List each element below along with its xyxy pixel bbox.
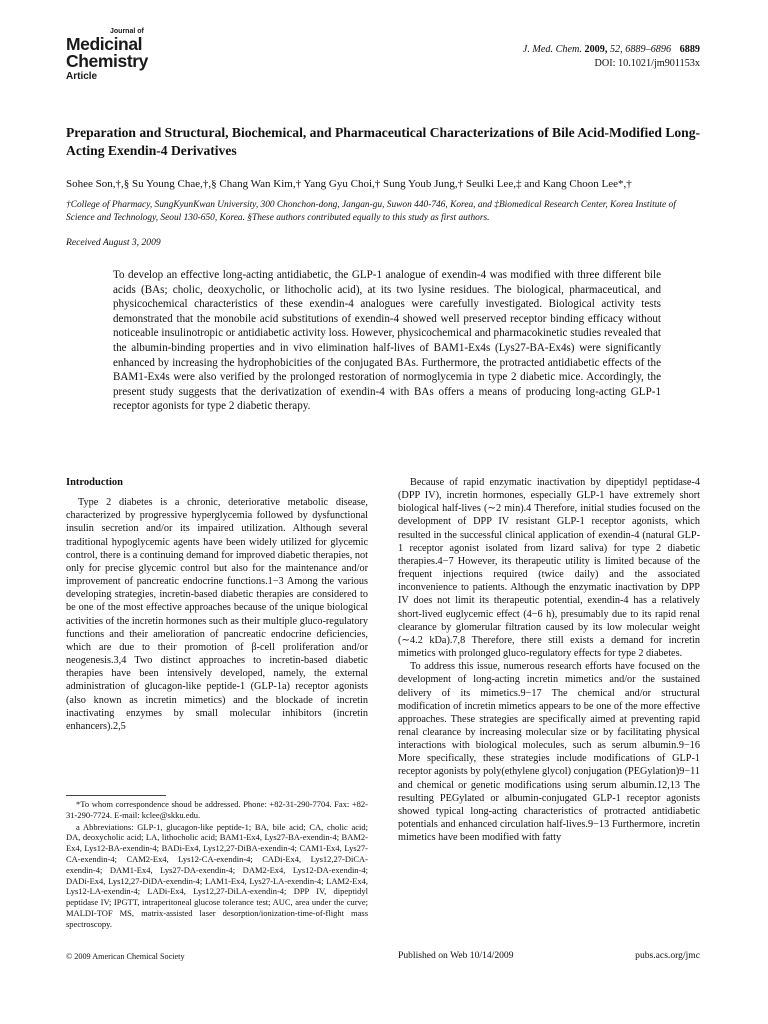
copyright: © 2009 American Chemical Society — [66, 952, 185, 961]
article-type: Article — [66, 71, 98, 82]
citation-volume-pages: 52, 6889–6896 — [609, 44, 672, 55]
journal-logo — [66, 28, 148, 83]
page-number: 6889 — [679, 44, 700, 55]
journal-name-line1: Medicinal — [66, 34, 143, 54]
left-column — [66, 476, 368, 733]
doi[interactable]: DOI: 10.1021/jm901153x — [594, 58, 700, 69]
citation-year: 2009, — [584, 44, 608, 55]
citation-line — [523, 43, 700, 57]
affiliations: †College of Pharmacy, SungKyunKwan University, 300 Chonchon-dong, Jangan-gu, Suwon 440-746, Korea, and ‡Biomedical Research Center, Korea Institute of Science and Technology, Seoul 130-650, Korea. §These authors contributed equally to this study as first authors. — [66, 200, 676, 223]
published-date: Published on Web 10/14/2009 — [398, 950, 514, 961]
section-heading-introduction: Introduction — [66, 477, 123, 488]
right-column — [398, 476, 700, 844]
author-list: Sohee Son,†,§ Su Young Chae,†,§ Chang Wan Kim,† Yang Gyu Choi,† Sung Youb Jung,† Seulki Lee,‡ and Kang Choon Lee*,† — [66, 178, 632, 190]
abbreviations-footnote: a Abbreviations: GLP-1, glucagon-like peptide-1; BA, bile acid; CA, cholic acid; DA, deoxycholic acid; LA, lithocholic acid; BAM1-Ex4, Lys27-BA-exendin-4; BAM2-Ex4, Lys12-BA-exendin-4; BADi-Ex4, Lys12,27-DiBA-exendin-4; CAM1-Ex4, Lys27-CA-exendin-4; CAM2-Ex4, Lys12-CA-exendin-4; CADi-Ex4, Lys12,27-DiCA-exendin-4; DAM1-Ex4, Lys27-DA-exendin-4; DAM2-Ex4, Lys12-DA-exendin-4; DADi-Ex4, Lys12,27-DiDA-exendin-4; LAM1-Ex4, Lys27-LA-exendin-4; LAM2-Ex4, Lys12-LA-exendin-4; LADi-Ex4, Lys12,27-DiLA-exendin-4; DPP IV, dipeptidyl peptidase IV; IPGTT, intraperitoneal glucose tolerance test; AUC, area under the curve; MALDI-TOF MS, matrix-assisted laser desorption/ionization-time-of-flight mass spectroscopy. — [66, 821, 368, 929]
abstract: To develop an effective long-acting antidiabetic, the GLP-1 analogue of exendin-4 was modified with three different bile acids (BAs; cholic, deoxycholic, or lithocholic acid), at its two lysine residues. The biological, pharmaceutical, and physicochemical characteristics of these exendin-4 analogues were carefully investigated. Biological activity tests demonstrated that the monobile acid substitutions of exendin-4 showed well preserved receptor binding efficacy without noticeable insulinotropic or antidiabetic activity loss. However, physicochemical and pharmacokinetic studies revealed that the albumin-binding properties and in vivo elimination half-lives of BAM1-Ex4s (Lys27-BA-Ex4s) were significantly enhanced by increasing the hydrophobicities of the conjugated BAs. Furthermore, the protracted antidiabetic effects of the BAM1-Ex4s were also verified by the prolonged restoration of normoglycemia in type 2 diabetic mice. Accordingly, the present study suggests that the derivatization of exendin-4 with BAs offers a means of producing long-acting GLP-1 receptor agonists for type 2 diabetic therapy. — [113, 269, 661, 413]
footnotes — [66, 799, 368, 931]
citation-block — [523, 43, 700, 71]
received-date: Received August 3, 2009 — [66, 237, 161, 248]
journal-name-line2: Chemistry — [66, 51, 148, 71]
intro-paragraph-1: Type 2 diabetes is a chronic, deteriorative metabolic disease, characterized by progressive hyperglycemia followed by dysfunctional insulin secretion and/or its impaired utilization. Although several traditional hypoglycemic agents have been widely utilized for glycemic control, there is a continuing demand for improved diabetic therapies, not only for precise glycemic control but also for the maintenance and/or improvement of pancreatic endocrine functions.1−3 Among the various developing strategies, incretin-based diabetic therapies are considered to be one of the most effective approaches because of the unique biological activities of the incretin hormones such as their multiple gluco-regulatory functions and their amelioration of pancreatic endocrine deficiencies, which are due to their promotion of β-cell proliferation and/or neogenesis.3,4 Two distinct approaches to incretin-based diabetic therapies have been intensively developed, namely, the external administration of glucagon-like peptide-1 (GLP-1a) receptor agonists (also known as incretin mimetics) and the blockade of incretin inactivating enzymes by small molecular inhibitors (incretin enhancers).2,5 — [66, 497, 368, 732]
article-title: Preparation and Structural, Biochemical, and Pharmaceutical Characterizations of Bile Acid-Modified Long-Acting Exendin-4 Derivatives — [66, 125, 701, 158]
journal-url[interactable]: pubs.acs.org/jmc — [635, 950, 700, 961]
intro-paragraph-2: Because of rapid enzymatic inactivation by dipeptidyl peptidase-4 (DPP IV), incretin hormones, especially GLP-1 have extremely short biological half-lives (∼2 min).4 Therefore, initial studies focused on the development of DPP IV resistant GLP-1 receptor agonists, which resulted in the successful clinical application of exendin-4 (natural GLP-1 receptor agonist isolated from lizard saliva) for type 2 diabetic therapies.4−7 However, its therapeutic utility is limited because of the frequent injections required (twice daily) and the associated inconvenience to patients. Although the enzymatic inactivation by DPP IV does not limit its therapeutic potential, exendin-4 has a relatively short-lived euglycemic effect (4−6 h), presumably due to its rapid renal clearance by glomerular filtration caused by its low molecular weight (∼4.2 kDa).7,8 Therefore, there still exists a demand for incretin mimetics with prolonged gluco-regulatory effects for type 2 diabetes. — [398, 477, 700, 660]
footnote-divider — [66, 795, 166, 796]
journal-abbr: J. Med. Chem. — [522, 44, 582, 55]
intro-paragraph-3: To address this issue, numerous research efforts have focused on the development of long-acting incretin mimetics and/or the sustained delivery of its mimetics.9−17 The chemical and/or structural modification of incretin mimetics appears to be one of the more effective approaches. These strategies are specifically aimed at preventing rapid renal clearance by increasing molecular size or by facilitating physical interactions with biological molecules, such as serum albumin.9−16 More specifically, these strategies include modifications of GLP-1 receptor agonists by poly(ethylene glycol) conjugation (PEGylation)9−11 and chemical or genetic modifications using serum albumin.12,13 The resulting PEGylated or albumin-conjugated GLP-1 receptor agonists showed typical long-acting characteristics of protracted antidiabetic potentials and enhanced circulation half-lives.9−13 Furthermore, incretin mimetics have been modified with fatty — [398, 661, 701, 844]
journal-of-label: Journal of — [110, 28, 144, 35]
correspondence-footnote: *To whom correspondence shoud be addressed. Phone: +82-31-290-7704. Fax: +82-31-290-7724. E-mail: kclee@skku.edu. — [66, 799, 368, 820]
